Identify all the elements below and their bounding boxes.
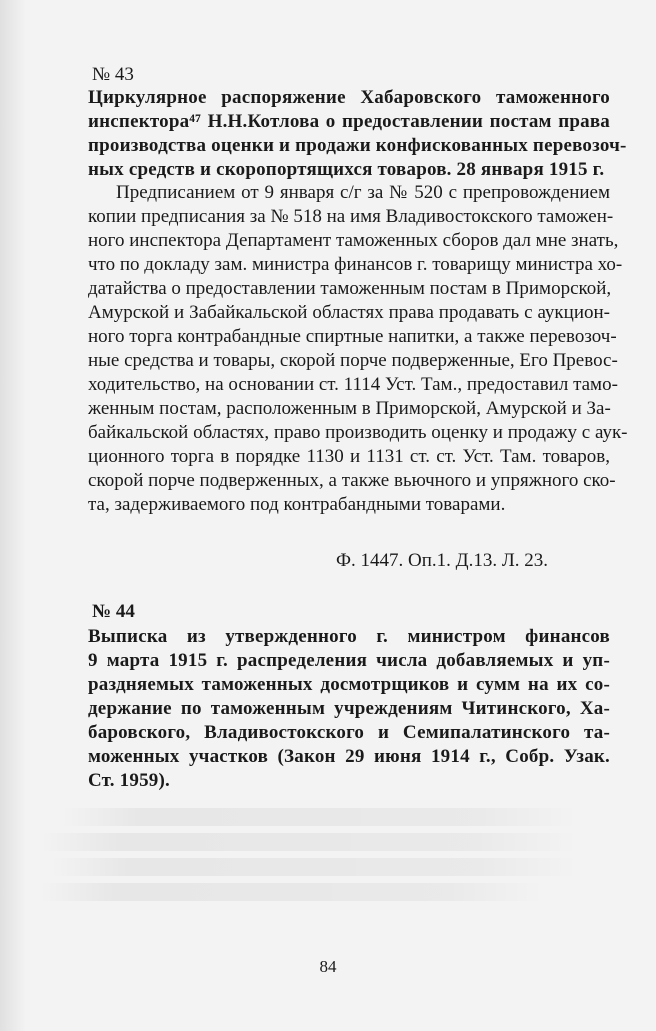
body-line: ционного торга в порядке 1130 и 1131 ст. ст. Уст. Там. товаров, — [88, 446, 610, 467]
title-line: Циркулярное распоряжение Хабаровского таможенного — [88, 87, 610, 108]
title-line: инспектора⁴⁷ Н.Н.Котлова о предоставлении постам права — [88, 111, 610, 132]
show-through-line — [51, 858, 577, 876]
body-line: скорой порче подверженных, а также вьючного и упряжного ско- — [88, 470, 616, 491]
document-number-44: № 44 — [92, 601, 135, 622]
title-line: ных средств и скоропортящихся товаров. 28 января 1915 г. — [88, 159, 605, 180]
document-title-43 — [88, 86, 627, 182]
show-through-shading — [40, 808, 600, 928]
body-line: ные средства и товары, скорой порче подверженные, Его Превос- — [88, 350, 618, 371]
title-line: 9 марта 1915 г. распределения числа добавляемых и уп- — [88, 650, 610, 671]
body-line: ходительство, на основании ст. 1114 Уст. Там., предоставил тамо- — [88, 374, 618, 395]
title-line: держание по таможенным учреждениям Читинского, Ха- — [88, 698, 610, 719]
archive-reference-43: Ф. 1447. Оп.1. Д.13. Л. 23. — [336, 550, 548, 571]
body-line: женным постам, расположенным в Приморской, Амурской и За- — [88, 398, 611, 419]
body-line: датайства о предоставлении таможенным постам в Приморской, — [88, 278, 612, 299]
page-number: 84 — [319, 957, 337, 976]
body-line: та, задерживаемого под контрабандными товарами. — [88, 494, 506, 515]
body-line: ного торга контрабандные спиртные напитки, а также перевозоч- — [88, 326, 617, 347]
body-line: Амурской и Забайкальской областях права продавать с аукцион- — [88, 302, 610, 323]
document-number-43: № 43 — [92, 64, 134, 85]
title-line: моженных участков (Закон 29 июня 1914 г., Собр. Узак. — [88, 746, 610, 767]
title-line: Выписка из утвержденного г. министром финансов — [88, 626, 610, 647]
body-line: байкальской областях, право производить оценку и продажу с аук- — [88, 422, 628, 443]
title-line: Ст. 1959). — [88, 770, 170, 791]
title-line: раздняемых таможенных досмотрщиков и сумм на их со- — [88, 674, 610, 695]
show-through-line — [62, 808, 577, 826]
binding-shadow — [0, 0, 26, 1031]
document-body-43 — [88, 181, 628, 517]
title-line: производства оценки и продажи конфискованных перевозоч- — [88, 135, 627, 156]
title-line: баровского, Владивостокского и Семипалатинского та- — [88, 722, 610, 743]
body-line: Предписанием от 9 января с/г за № 520 с препровождением — [116, 182, 610, 203]
show-through-line — [40, 883, 544, 901]
body-line: что по докладу зам. министра финансов г. товарищу министра хо- — [88, 254, 623, 275]
show-through-line — [40, 833, 578, 851]
body-line: ного инспектора Департамент таможенных сборов дал мне знать, — [88, 230, 619, 251]
document-title-44 — [88, 625, 610, 793]
body-line: копии предписания за № 518 на имя Владивостокского таможен- — [88, 206, 614, 227]
